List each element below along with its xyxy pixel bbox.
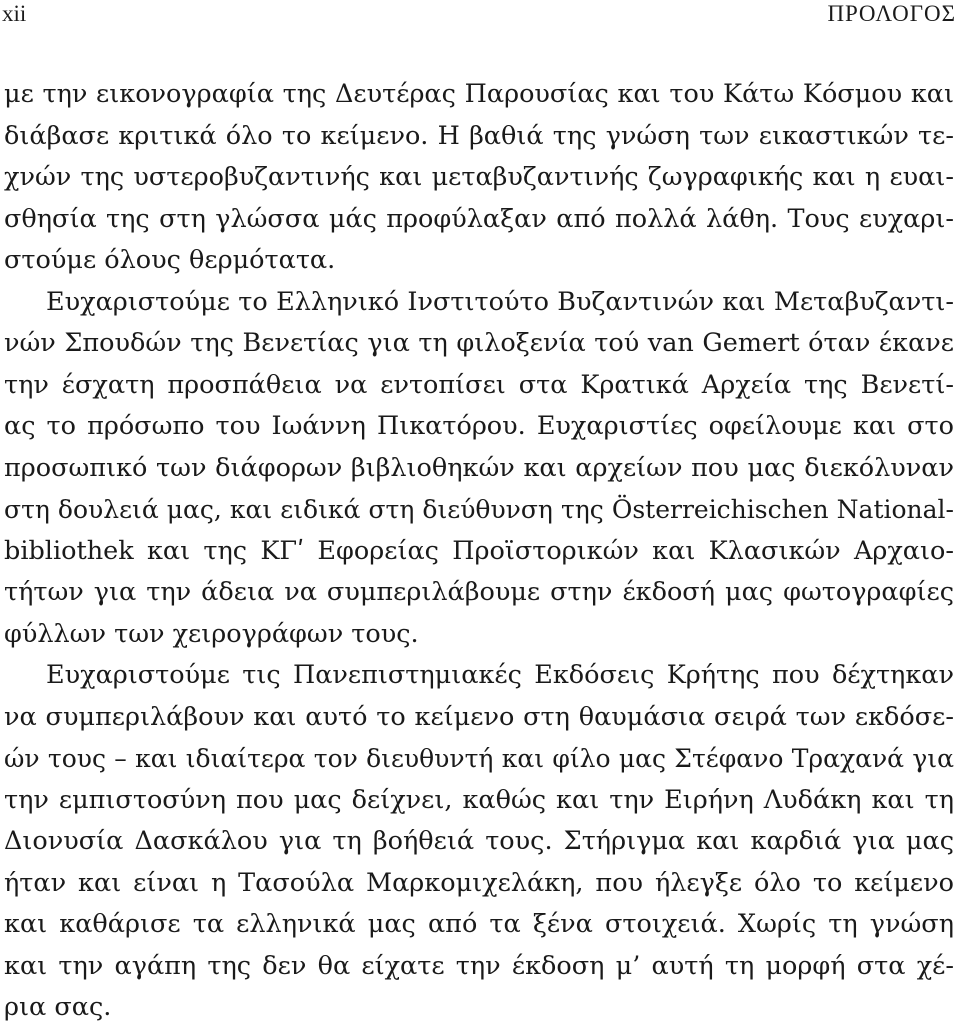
text-line: την έσχατη προσπάθεια να εντοπίσει στα Κρατικά Αρχεία της Βενετί- — [4, 369, 954, 400]
text-line: ών τους – και ιδιαίτερα τον διευθυντή και φίλο μας Στέφανο Τραχανά για — [4, 744, 954, 773]
page-header — [0, 0, 960, 30]
text-line: ας το πρόσωπο του Ιωάννη Πικατόρου. Ευχαριστίες οφείλουμε και στο — [4, 411, 954, 441]
text-line: να συμπεριλάβουν και αυτό το κείμενο στη θαυμάσια σειρά των εκδόσε- — [4, 701, 954, 732]
text-line: την εμπιστοσύνη που μας δείχνει, καθώς και την Ειρήνη Λυδάκη και τη — [4, 784, 954, 815]
running-head: ΠΡΟΛΟΓΟΣ — [827, 1, 956, 26]
text-line: bibliothek και της ΚΓʹ Εφορείας Προϊστορικών και Κλασικών Αρχαιο- — [4, 535, 954, 566]
text-line: χνών της υστεροβυζαντινής και μεταβυζαντινής ζωγραφικής και η ευαι- — [4, 162, 954, 192]
text-line: στη δουλειά μας, και ειδικά στη διεύθυνση της Österreichischen National- — [4, 495, 954, 524]
text-line: Διονυσία Δασκάλου για τη βοήθειά τους. Στήριγμα και καρδιά για μας — [4, 826, 954, 856]
paragraph-end-line: στούμε όλους θερμότατα. — [4, 245, 336, 275]
text-line: σθησία της στη γλώσσα μάς προφύλαξαν από πολλά λάθη. Τους ευχαρι- — [4, 203, 954, 234]
text-line: νών Σπουδών της Βενετίας για τη φιλοξενία τού van Gemert όταν έκανε — [4, 328, 954, 358]
text-line: προσωπικό των διάφορων βιβλιοθηκών και αρχείων που μας διεκόλυναν — [4, 452, 954, 483]
text-line: και καθάρισε τα ελληνικά μας από τα ξένα στοιχειά. Χωρίς τη γνώση — [4, 909, 954, 939]
paragraph-start-line: Ευχαριστούμε τις Πανεπιστημιακές Εκδόσεις Κρήτης που δέχτηκαν — [46, 660, 954, 690]
text-line: ήταν και είναι η Τασούλα Μαρκομιχελάκη, που ήλεγξε όλο το κείμενο — [4, 867, 954, 898]
paragraph-start-line: Ευχαριστούμε το Ελληνικό Ινστιτούτο Βυζαντινών και Μεταβυζαντι- — [46, 286, 954, 317]
paragraph-end-line: ρια σας. — [4, 992, 112, 1022]
page-number: xii — [2, 1, 27, 26]
text-line: διάβασε κριτικά όλο το κείμενο. Η βαθιά της γνώση των εικαστικών τε- — [4, 120, 954, 151]
text-line: και την αγάπη της δεν θα είχατε την έκδοση μ’ αυτή τη μορφή στα χέ- — [4, 950, 954, 981]
body-text — [4, 74, 954, 1029]
paragraph-end-line: φύλλων των χειρογράφων τους. — [4, 618, 419, 649]
text-line: με την εικονογραφία της Δευτέρας Παρουσίας και του Κάτω Κόσμου και — [4, 79, 954, 109]
text-line: τήτων για την άδεια να συμπεριλάβουμε στην έκδοσή μας φωτογραφίες — [4, 577, 954, 607]
